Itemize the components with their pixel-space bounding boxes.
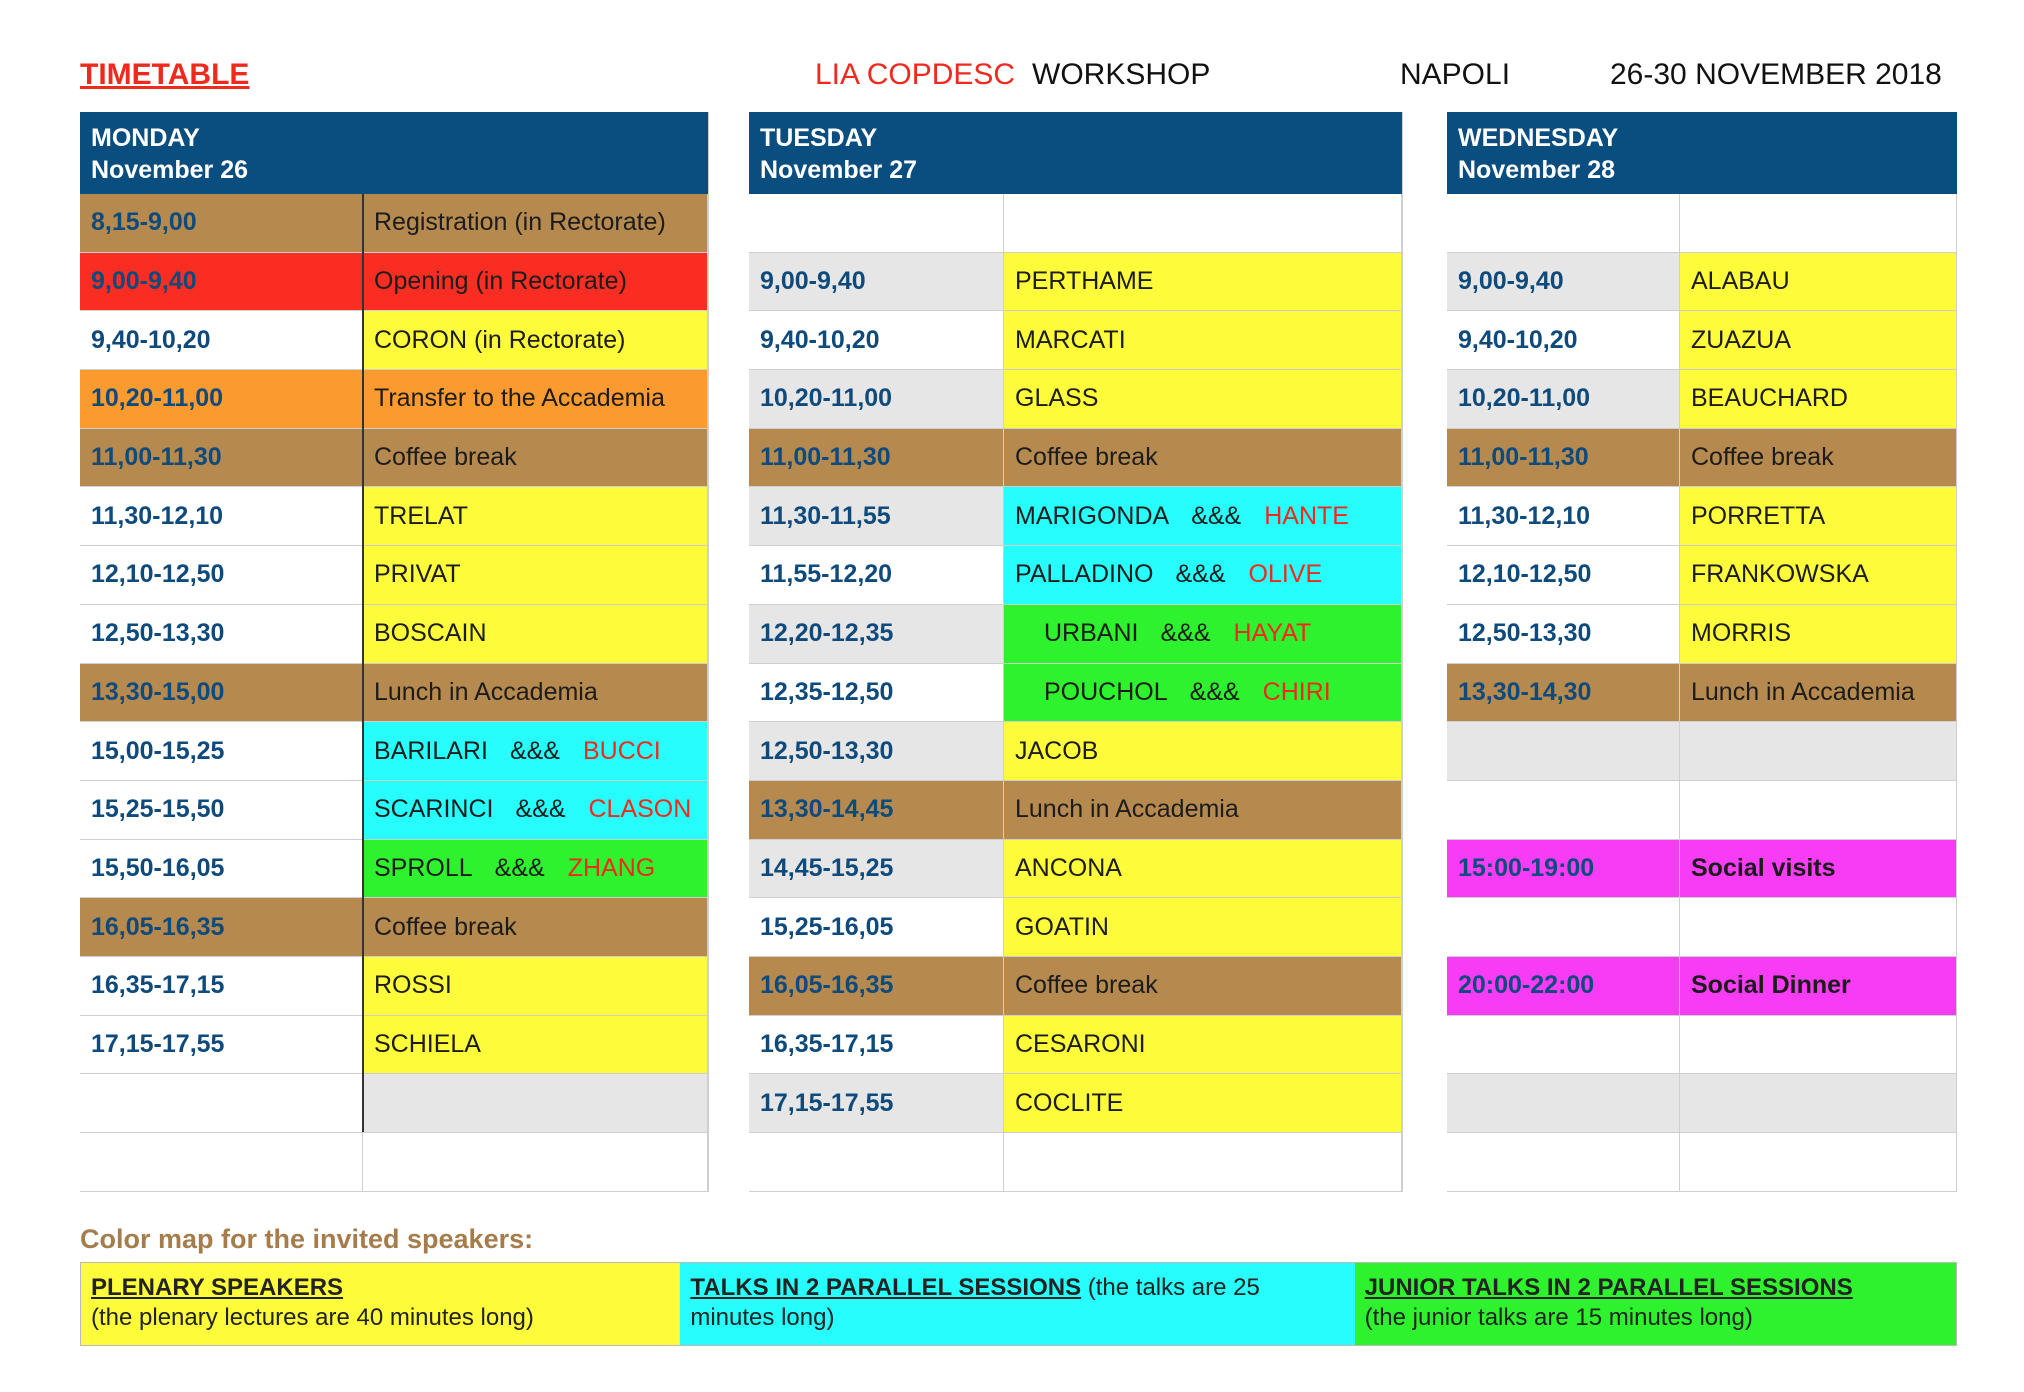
session-time: 12,10-12,50 [80, 546, 363, 605]
session-event [363, 546, 708, 605]
session-time [1447, 722, 1680, 781]
schedule-row [1447, 605, 1957, 664]
parallel-speaker-name: CHIRI [1262, 677, 1331, 706]
day-column-tuesday [749, 112, 1402, 1192]
legend-item-cyan [680, 1263, 1354, 1345]
session-event [1004, 253, 1402, 312]
schedule-row [749, 487, 1402, 546]
legend-heading: JUNIOR TALKS IN 2 PARALLEL SESSIONS [1364, 1274, 1853, 1301]
session-time: 12,35-12,50 [749, 664, 1004, 723]
session-time [1447, 194, 1680, 253]
session-event [1680, 957, 1957, 1016]
speaker-name: JACOB [1015, 736, 1099, 765]
session-time: 12,50-13,30 [1447, 605, 1680, 664]
session-event [1004, 429, 1402, 488]
speaker-name: MARCATI [1015, 325, 1126, 354]
session-time: 10,20-11,00 [80, 370, 363, 429]
speaker-name: URBANI [1044, 619, 1139, 648]
speaker-name: Coffee break [1015, 971, 1158, 1000]
schedule-row [80, 664, 708, 723]
day-column-wednesday [1447, 112, 1957, 1192]
session-event [363, 1016, 708, 1075]
session-time: 13,30-14,45 [749, 781, 1004, 840]
speaker-name: Lunch in Accademia [374, 677, 598, 706]
session-event [1004, 840, 1402, 899]
parallel-separator: &&& [1191, 501, 1242, 530]
day-name: MONDAY [91, 124, 200, 152]
legend-description: (the junior talks are 15 minutes long) [1364, 1304, 1753, 1331]
schedule-row [80, 311, 708, 370]
session-event [363, 429, 708, 488]
speaker-name: BARILARI [374, 736, 488, 765]
session-event [363, 1074, 708, 1133]
session-event [1004, 1074, 1402, 1133]
session-event [1680, 1016, 1957, 1075]
day-name: WEDNESDAY [1458, 124, 1619, 152]
session-time [80, 1074, 363, 1133]
schedule-row [749, 370, 1402, 429]
speaker-name: MARIGONDA [1015, 501, 1170, 530]
session-time: 10,20-11,00 [1447, 370, 1680, 429]
schedule-row [749, 840, 1402, 899]
speaker-name: BEAUCHARD [1691, 384, 1848, 413]
session-event [1680, 370, 1957, 429]
session-event [1004, 957, 1402, 1016]
legend-heading: PLENARY SPEAKERS [91, 1274, 344, 1301]
speaker-name: CORON (in Rectorate) [374, 325, 626, 354]
schedule-row [749, 194, 1402, 253]
speaker-name: GLASS [1015, 384, 1099, 413]
speaker-name: ROSSI [374, 971, 452, 1000]
schedule-row [749, 1016, 1402, 1075]
schedule-row [749, 429, 1402, 488]
session-event [1680, 781, 1957, 840]
legend-heading: TALKS IN 2 PARALLEL SESSIONS [690, 1274, 1082, 1301]
schedule-row [80, 898, 708, 957]
session-event [1680, 194, 1957, 253]
parallel-speaker-name: OLIVE [1248, 560, 1323, 589]
speaker-name: MORRIS [1691, 619, 1791, 648]
day-date: November 27 [760, 156, 918, 184]
schedule-row [749, 781, 1402, 840]
session-event [1004, 898, 1402, 957]
day-name: TUESDAY [760, 124, 878, 152]
schedule-row [1447, 253, 1957, 312]
parallel-speaker-name: BUCCI [582, 736, 661, 765]
session-time: 15,50-16,05 [80, 840, 363, 899]
speaker-name: Lunch in Accademia [1691, 677, 1915, 706]
schedule-row [80, 605, 708, 664]
speaker-name: PERTHAME [1015, 267, 1154, 296]
session-time: 9,40-10,20 [80, 311, 363, 370]
session-event [1680, 1133, 1957, 1192]
session-time: 9,40-10,20 [749, 311, 1004, 370]
schedule-row [80, 370, 708, 429]
session-event [1680, 1074, 1957, 1133]
legend-title: Color map for the invited speakers: [80, 1224, 534, 1254]
schedule-row [749, 957, 1402, 1016]
session-event [1680, 546, 1957, 605]
schedule-row [1447, 1074, 1957, 1133]
session-time [1447, 898, 1680, 957]
session-time [1447, 1133, 1680, 1192]
legend-description: (the plenary lectures are 40 minutes long) [91, 1304, 534, 1331]
speaker-name: Social visits [1691, 853, 1836, 882]
schedule-row [1447, 957, 1957, 1016]
session-event [1680, 311, 1957, 370]
session-event [1004, 311, 1402, 370]
parallel-separator: &&& [494, 853, 545, 882]
schedule-row [1447, 546, 1957, 605]
session-time: 11,30-12,10 [1447, 487, 1680, 546]
speaker-name: ZUAZUA [1691, 325, 1791, 354]
schedule-row [80, 194, 708, 253]
speaker-name: Opening (in Rectorate) [374, 267, 627, 296]
speaker-name: BOSCAIN [374, 619, 487, 648]
schedule-row [80, 487, 708, 546]
schedule-row [749, 546, 1402, 605]
speaker-name: TRELAT [374, 501, 468, 530]
workshop-dates: 26-30 NOVEMBER 2018 [1610, 58, 1942, 91]
session-event [1004, 1133, 1402, 1192]
speaker-name: Coffee break [1691, 443, 1834, 472]
schedule-row [1447, 487, 1957, 546]
parallel-speaker-name: HANTE [1264, 501, 1349, 530]
speaker-name: Coffee break [374, 443, 517, 472]
parallel-separator: &&& [515, 795, 566, 824]
schedule-row [80, 781, 708, 840]
session-event [363, 253, 708, 312]
session-time [1447, 1016, 1680, 1075]
speaker-name: SPROLL [374, 853, 473, 882]
schedule-row [80, 1016, 708, 1075]
session-event [363, 194, 708, 253]
workshop-city: NAPOLI [1400, 58, 1511, 91]
session-time: 15:00-19:00 [1447, 840, 1680, 899]
session-time: 11,30-11,55 [749, 487, 1004, 546]
schedule-row [1447, 311, 1957, 370]
schedule-row [749, 1074, 1402, 1133]
speaker-name: PALLADINO [1015, 560, 1154, 589]
session-time: 11,00-11,30 [749, 429, 1004, 488]
session-event [1680, 722, 1957, 781]
schedule-row [1447, 664, 1957, 723]
session-event [363, 1133, 708, 1192]
schedule-row [749, 253, 1402, 312]
schedule-row [80, 722, 708, 781]
schedule-row [1447, 370, 1957, 429]
day-column-monday [80, 112, 708, 1192]
speaker-name: GOATIN [1015, 912, 1109, 941]
session-time [749, 194, 1004, 253]
day-header [80, 112, 708, 194]
workshop-name: LIA COPDESC [815, 58, 1016, 91]
speaker-name: Coffee break [1015, 443, 1158, 472]
session-event [363, 311, 708, 370]
parallel-separator: &&& [1175, 560, 1226, 589]
session-event [1680, 898, 1957, 957]
session-event [363, 722, 708, 781]
session-time [1447, 781, 1680, 840]
session-time: 10,20-11,00 [749, 370, 1004, 429]
session-event [1004, 487, 1402, 546]
session-time: 11,30-12,10 [80, 487, 363, 546]
speaker-name: ANCONA [1015, 853, 1122, 882]
session-time: 20:00-22:00 [1447, 957, 1680, 1016]
speaker-name: COCLITE [1015, 1088, 1124, 1117]
monday-separator-line [362, 194, 364, 1132]
session-time: 8,15-9,00 [80, 194, 363, 253]
speaker-name: Lunch in Accademia [1015, 795, 1239, 824]
schedule-row [749, 664, 1402, 723]
session-time: 9,40-10,20 [1447, 311, 1680, 370]
session-time: 11,00-11,30 [80, 429, 363, 488]
session-time: 16,35-17,15 [80, 957, 363, 1016]
column-gap [708, 112, 750, 1192]
parallel-speaker-name: HAYAT [1233, 619, 1312, 648]
session-event [1680, 253, 1957, 312]
speaker-name: ALABAU [1691, 267, 1790, 296]
color-legend [80, 1262, 1957, 1346]
parallel-separator: &&& [1160, 619, 1211, 648]
session-time: 9,00-9,40 [80, 253, 363, 312]
schedule-row [1447, 722, 1957, 781]
workshop-label: WORKSHOP [1032, 58, 1211, 91]
schedule-row [80, 957, 708, 1016]
schedule-row [80, 1133, 708, 1192]
session-time: 12,50-13,30 [80, 605, 363, 664]
schedule-row [80, 840, 708, 899]
session-event [1004, 664, 1402, 723]
session-event [1680, 487, 1957, 546]
schedule-row [749, 898, 1402, 957]
session-time: 16,35-17,15 [749, 1016, 1004, 1075]
session-event [1004, 370, 1402, 429]
session-time: 12,20-12,35 [749, 605, 1004, 664]
legend-item-green [1355, 1263, 1956, 1345]
speaker-name: SCHIELA [374, 1029, 481, 1058]
parallel-separator: &&& [1189, 677, 1240, 706]
session-event [1004, 194, 1402, 253]
speaker-name: POUCHOL [1044, 677, 1168, 706]
session-time: 13,30-14,30 [1447, 664, 1680, 723]
session-time: 11,00-11,30 [1447, 429, 1680, 488]
speaker-name: FRANKOWSKA [1691, 560, 1869, 589]
session-time: 11,55-12,20 [749, 546, 1004, 605]
schedule-row [1447, 898, 1957, 957]
session-time: 16,05-16,35 [749, 957, 1004, 1016]
session-event [1680, 664, 1957, 723]
session-time: 12,50-13,30 [749, 722, 1004, 781]
day-date: November 26 [91, 156, 249, 184]
parallel-separator: &&& [509, 736, 560, 765]
session-event [363, 898, 708, 957]
parallel-speaker-name: ZHANG [567, 853, 656, 882]
schedule-row [749, 311, 1402, 370]
speaker-name: Registration (in Rectorate) [374, 208, 666, 237]
session-event [363, 781, 708, 840]
session-event [1680, 840, 1957, 899]
column-gap [1402, 112, 1448, 1192]
speaker-name: CESARONI [1015, 1029, 1146, 1058]
session-time: 15,00-15,25 [80, 722, 363, 781]
schedule-row [80, 546, 708, 605]
speaker-name: Transfer to the Accademia [374, 384, 665, 413]
page-header [80, 58, 1950, 98]
speaker-name: PRIVAT [374, 560, 461, 589]
session-time: 14,45-15,25 [749, 840, 1004, 899]
schedule-row [749, 1133, 1402, 1192]
session-event [363, 664, 708, 723]
speaker-name: PORRETTA [1691, 501, 1826, 530]
session-time: 17,15-17,55 [80, 1016, 363, 1075]
schedule-row [1447, 840, 1957, 899]
session-time: 15,25-16,05 [749, 898, 1004, 957]
session-time: 16,05-16,35 [80, 898, 363, 957]
session-event [363, 840, 708, 899]
session-event [1004, 1016, 1402, 1075]
schedule-row [749, 722, 1402, 781]
session-event [363, 487, 708, 546]
schedule-row [80, 253, 708, 312]
schedule-row [1447, 781, 1957, 840]
session-time: 17,15-17,55 [749, 1074, 1004, 1133]
schedule-row [1447, 1133, 1957, 1192]
page-title: TIMETABLE [80, 58, 250, 91]
schedule-row [80, 429, 708, 488]
session-time [1447, 1074, 1680, 1133]
day-header [1447, 112, 1957, 194]
session-event [1004, 605, 1402, 664]
schedule-row [1447, 429, 1957, 488]
session-time: 12,10-12,50 [1447, 546, 1680, 605]
speaker-name: Coffee break [374, 912, 517, 941]
schedule-row [1447, 194, 1957, 253]
session-event [1004, 781, 1402, 840]
session-event [1004, 722, 1402, 781]
day-date: November 28 [1458, 156, 1616, 184]
legend-description: (the talks are 25 minutes long) [690, 1274, 1260, 1331]
session-time: 9,00-9,40 [749, 253, 1004, 312]
session-time [80, 1133, 363, 1192]
session-event [363, 957, 708, 1016]
schedule-row [749, 605, 1402, 664]
speaker-name: SCARINCI [374, 795, 494, 824]
session-time: 9,00-9,40 [1447, 253, 1680, 312]
session-event [363, 605, 708, 664]
session-event [363, 370, 708, 429]
session-time: 15,25-15,50 [80, 781, 363, 840]
session-time [749, 1133, 1004, 1192]
session-time: 13,30-15,00 [80, 664, 363, 723]
day-header [749, 112, 1402, 194]
parallel-speaker-name: CLASON [588, 795, 692, 824]
session-event [1680, 605, 1957, 664]
speaker-name: Social Dinner [1691, 971, 1851, 1000]
schedule-row [1447, 1016, 1957, 1075]
session-event [1680, 429, 1957, 488]
schedule-row [80, 1074, 708, 1133]
legend-item-yellow [81, 1263, 680, 1345]
session-event [1004, 546, 1402, 605]
